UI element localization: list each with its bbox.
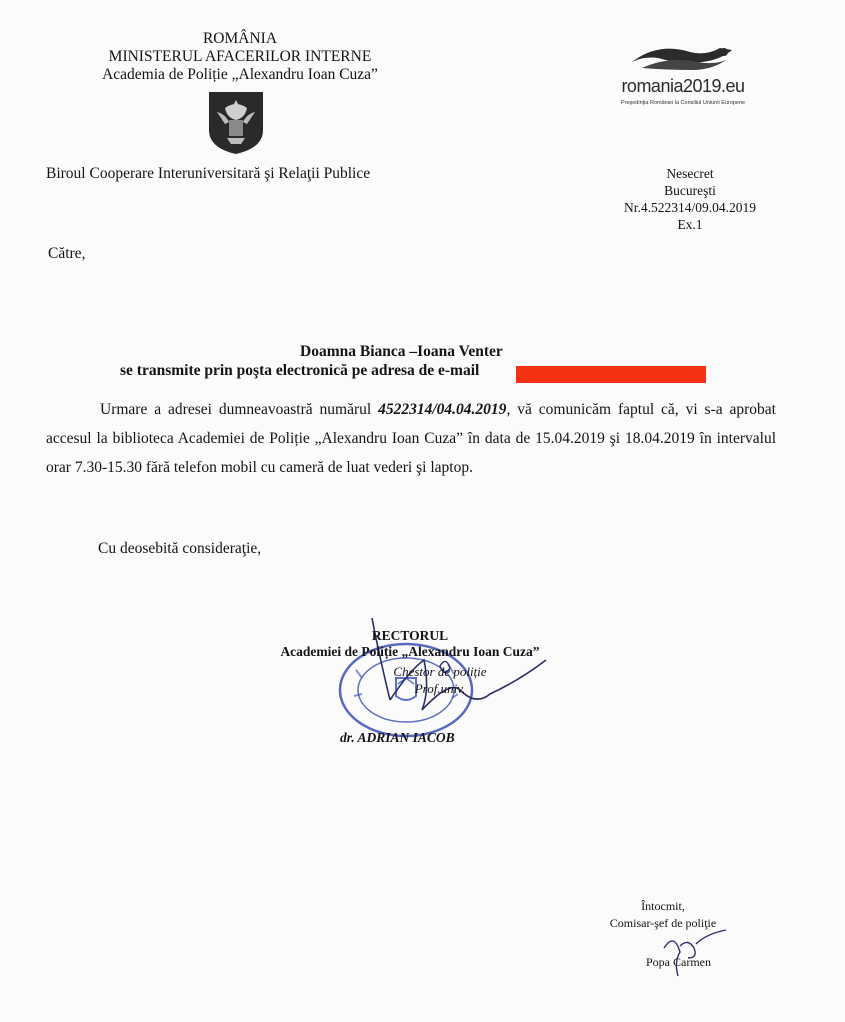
signatory-ranks (380, 663, 500, 697)
signatory-role: RECTORUL (371, 628, 449, 643)
reference-number: 4522314/04.04.2019 (378, 401, 507, 418)
document-meta (605, 165, 775, 233)
drafted-label: Întocmit, (641, 899, 685, 913)
recipient-name: Doamna Bianca –Ioana Venter (300, 343, 503, 360)
body-text-rest: , vă comunicăm faptul că, vi s-a aprobat accesul la biblioteca Academiei de Poliție „Alexandru Ioan Cuza” în data de 15.04.2019 şi 18.04.2019 în intervalul orar 7.30-15.30 fără telefon mobil cu cameră de luat vederi şi laptop. (46, 401, 776, 476)
logo-tagline: Preşedinţia României la Consiliul Uniunii Europene (620, 100, 746, 106)
drafter-signature-icon (660, 928, 730, 978)
copy-number: Ex.1 (677, 217, 703, 232)
city: Bucureşti (664, 183, 716, 198)
country-name: ROMÂNIA (202, 30, 278, 47)
delivery-line: se transmite prin poşta electronică pe adresa de e-mail (120, 362, 480, 379)
academy-name: Academia de Poliție „Alexandru Ioan Cuza” (102, 66, 378, 83)
drafter-name: Popa Carmen (646, 955, 711, 969)
signatory-name: dr. ADRIAN IACOB (340, 730, 455, 745)
classification: Nesecret (666, 166, 714, 181)
body-paragraph (46, 395, 776, 482)
drafted-rank: Comisar-şef de poliţie (609, 916, 717, 930)
signature-block (240, 628, 580, 660)
ministry-name: MINISTERUL AFACERILOR INTERNE (108, 48, 372, 65)
body-text-start: Urmare a adresei dumneavoastră numărul (100, 401, 379, 418)
redacted-email (516, 366, 706, 383)
signatory-institution: Academiei de Poliție „Alexandru Ioan Cuza” (280, 644, 540, 659)
logo-text: romania2019.eu (621, 76, 745, 96)
romania2019-logo (618, 38, 748, 118)
signatory-title: Prof.univ. (414, 681, 466, 696)
closing-line: Cu deosebită consideraţie, (98, 540, 262, 557)
letterhead (60, 30, 420, 84)
department-name: Biroul Cooperare Interuniversitară şi Relaţii Publice (46, 165, 371, 182)
salutation: Către, (48, 245, 86, 262)
signatory-rank: Chestor de poliție (393, 664, 487, 679)
registration-number: Nr.4.522314/09.04.2019 (623, 200, 756, 215)
coat-of-arms-icon (205, 90, 267, 156)
logo-swoosh-icon (628, 38, 738, 74)
drafted-by-block (598, 898, 728, 932)
